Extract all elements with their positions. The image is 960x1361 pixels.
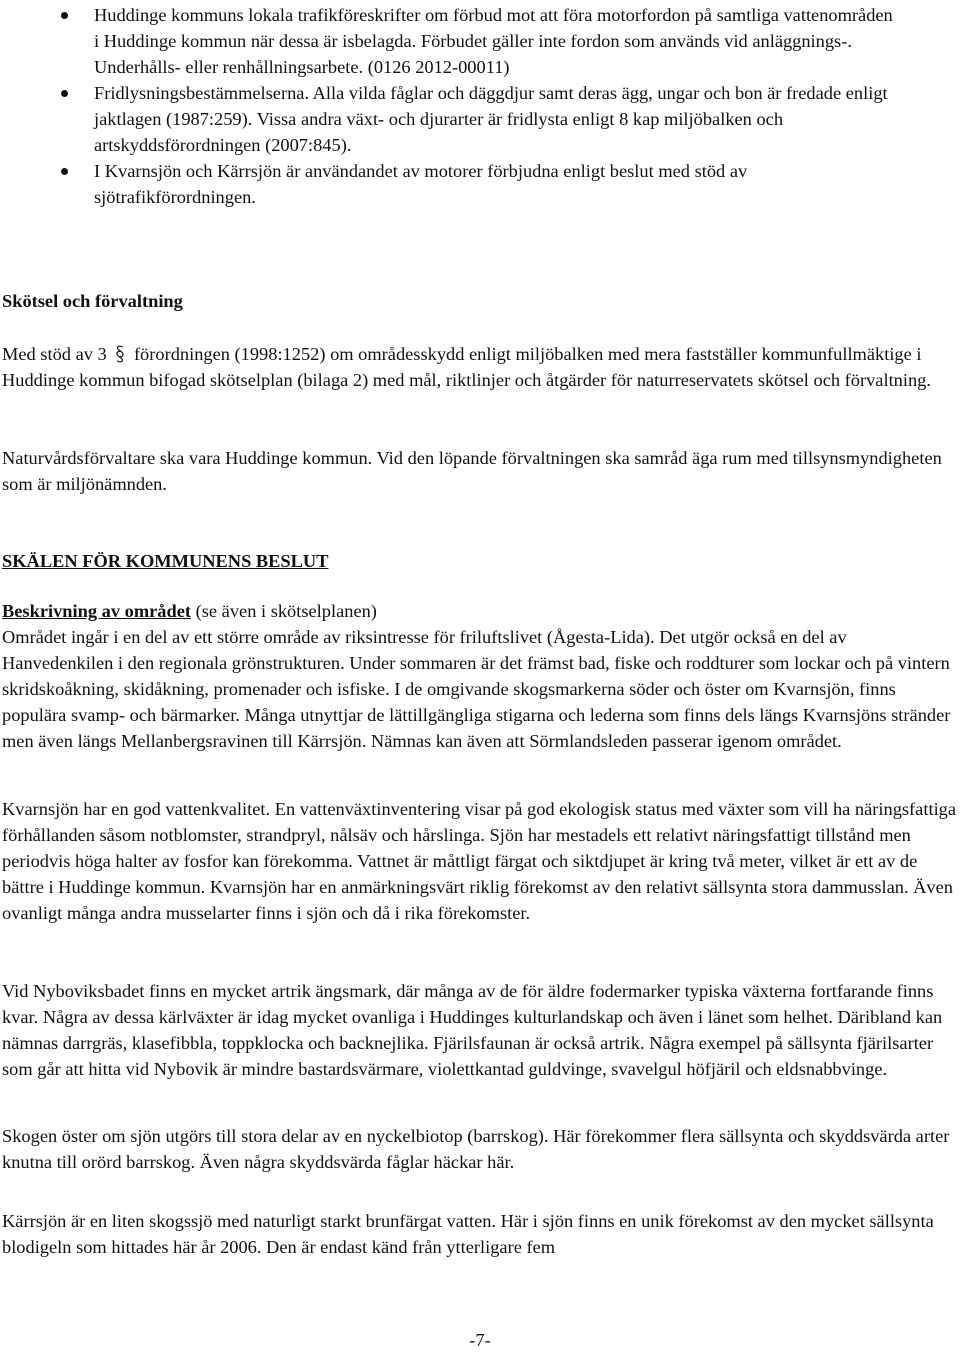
bullet-icon xyxy=(61,12,68,19)
subheading: Beskrivning av området xyxy=(2,601,192,621)
paragraph: Skogen öster om sjön utgörs till stora delar av en nyckelbiotop (barrskog). Här förekommer flera sällsynta och skyddsvärda arter knutna till orörd barrskog. Även några skyddsvärda fåglar häckar här. xyxy=(2,1126,950,1172)
list-item: Fridlysningsbestämmelserna. Alla vilda fåglar och däggdjur samt deras ägg, ungar och bon är fredade enligt jaktlagen (1987:259). Vissa andra växt- och djurarter är fridlysta enligt 8 kap miljöbalken och artskyddsförordningen (2007:845). xyxy=(0,80,960,158)
bullet-icon xyxy=(61,168,68,175)
list-item: I Kvarnsjön och Kärrsjön är användandet av motorer förbjudna enligt beslut med stöd av sjötrafikförordningen. xyxy=(0,158,960,210)
page-number: -7- xyxy=(469,1330,491,1350)
section-heading-skotsel: Skötsel och förvaltning xyxy=(2,291,183,311)
bullet-icon xyxy=(61,90,68,97)
paragraph: Naturvårdsförvaltare ska vara Huddinge kommun. Vid den löpande förvaltningen ska samråd äga rum med tillsynsmyndigheten som är miljönämnden. xyxy=(2,448,942,494)
paragraph: Med stöd av 3 förordningen (1998:1252) om områdesskydd enligt miljöbalken med mera fastställer kommunfullmäktige i Huddinge kommun bifogad skötselplan (bilaga 2) med mål, riktlinjer och åtgärder för naturreservatets skötsel och förvaltning. xyxy=(2,344,931,390)
paragraph: Beskrivning av området (se även i skötselplanen) Området ingår i en del av ett större område av riksintresse för friluftslivet (Ågesta-Lida). Det utgör också en del av Hanvedenkilen i den regionala grönstrukturen. Under sommaren är det främst bad, fiske och roddturer som lockar och på vintern skridskoåkning, skidåkning, promenader och isfiske. I de omgivande skogsmarkerna söder och öster om Kvarnsjön, finns populära svamp- och bärmarker. Många utnyttjar de lättillgängliga stigarna och lederna som finns dels längs Kvarnsjöns stränder men även längs Mellanbergsravinen till Kärrsjön. Nämnas kan även att Sörmlandsleden passerar igenom området. xyxy=(2,601,951,751)
list-item: Huddinge kommuns lokala trafikföreskrifter om förbud mot att föra motorfordon på samtliga vattenområden i Huddinge kommun när dessa är isbelagda. Förbudet gäller inte fordon som används vid anläggnings-. Underhålls- eller renhållningsarbete. (0126 2012-00011) xyxy=(0,2,960,80)
section-sign-icon xyxy=(114,344,126,364)
section-heading-skalen: SKÄLEN FÖR KOMMUNENS BESLUT xyxy=(2,551,329,571)
paragraph: Vid Nyboviksbadet finns en mycket artrik ängsmark, där många av de för äldre fodermarker typiska växterna fortfarande finns kvar. Några av dessa kärlväxter är idag mycket ovanliga i Huddinges kulturlandskap och även i länet som helhet. Däribland kan nämnas darrgräs, klasefibbla, toppklocka och backnejlika. Fjärilsfaunan är också artrik. Några exempel på sällsynta fjärilsarter som går att hitta vid Nybovik är mindre bastardsvärmare, violettkantad guldvinge, svavelgul höfjäril och eldsnabbvinge. xyxy=(2,981,943,1079)
regulation-list xyxy=(0,2,960,210)
paragraph: Kärrsjön är en liten skogssjö med naturligt starkt brunfärgat vatten. Här i sjön finns en unik förekomst av den mycket sällsynta blodigeln som hittades här år 2006. Den är endast känd från ytterligare fem xyxy=(2,1211,934,1257)
paragraph: Kvarnsjön har en god vattenkvalitet. En vattenväxtinventering visar på god ekologisk status med växter som vill ha näringsfattiga förhållanden såsom notblomster, strandpryl, nålsäv och hårslinga. Sjön har mestadels ett relativt näringsfattigt tillstånd men periodvis höga halter av fosfor kan förekomma. Vattnet är måttligt färgat och siktdjupet är kring två meter, vilket är ett av de bättre i Huddinge kommun. Kvarnsjön har en anmärkningsvärt riklig förekomst av den relativt sällsynta stora dammusslan. Även ovanligt många andra musselarter finns i sjön och då i rika förekomster. xyxy=(2,799,957,923)
